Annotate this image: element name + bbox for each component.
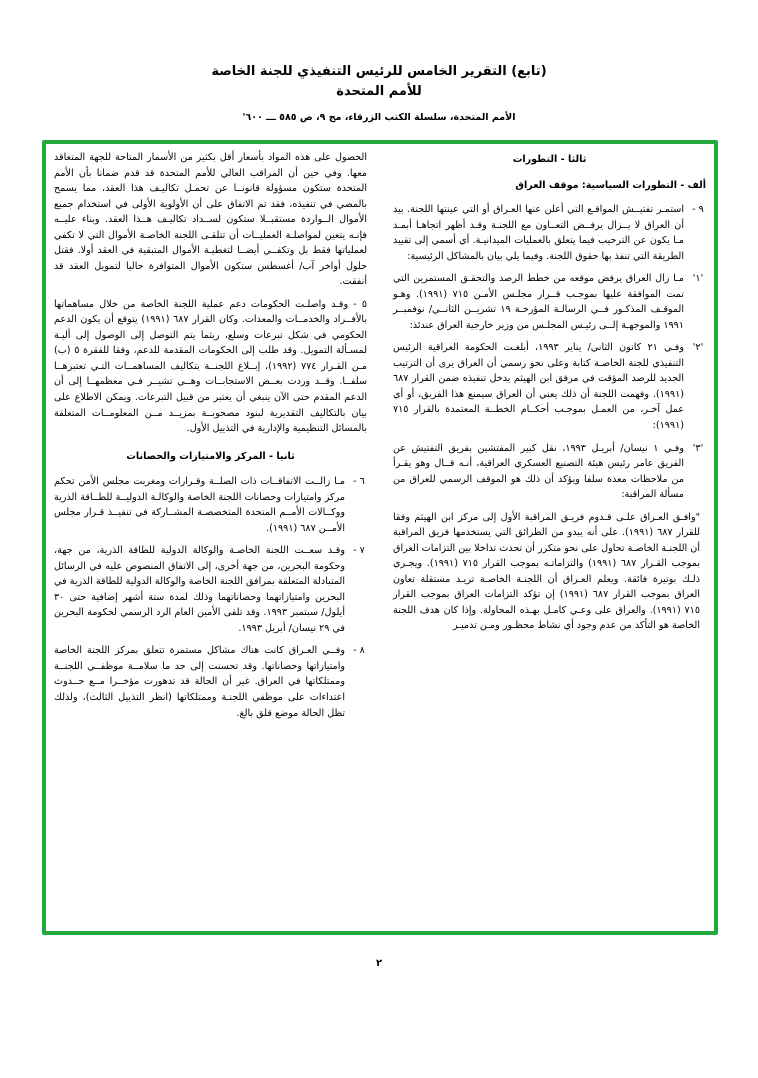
paragraph-body: وقـد سعــت اللجنة الخاصـة والوكالة الدولية للطاقة الذرية، من جهة، وحكومة البحرين، من جهة أخرى، إلى الاتفاق المنصوص عليه في الرسائل المتبادلة المتعلقة بمرافق اللجنة الخاصة والوكالة الدولية للطاقة الذرية في البحرين وامتيازاتهما وحصاناتهما وذلك لمدة ستة أشهر إضافية حتى ٣٠ أيلول/ سبتمبر ١٩٩٣. وقد تلقى الأمين العام الرد الرسمي لحكومة البحرين في ٢٩ نيسان/ أبريل ١٩٩٣.: [54, 545, 345, 634]
paragraph-marker: ٧ -: [353, 545, 365, 557]
subsection-heading: ألف - التطورات السياسية: موقف العراق: [515, 179, 706, 191]
page-header: [0, 62, 758, 125]
paragraph-item: [54, 643, 367, 721]
paragraph-item: [393, 340, 706, 433]
paragraph-body: وفـي ٢١ كانون الثاني/ يناير ١٩٩٣، أبلغـت الحكومة العراقية الرئيس التنفيذي للجنة الخاصـة كتابة وعلى نحو رسمي أن العراق يرى أن الترتيب الجديد للرصد المؤقت في مرفق ابن الهيثم يدخل تنفيذه ضمن القرار ٦٨٧ (١٩٩١). وفهمت اللجنة أن ذلك يعني أن العراق سيمنع هذا الفريق، أو أي عمل آخـر، من العمـل بموجـب أحكــام الخطــة المعتمدة بالقرار ٧١٥ (١٩٩١):: [393, 342, 685, 431]
column-left: [54, 150, 367, 926]
paragraph-body: مـا زال العراق يرفض موقعه من خطط الرصد والتحقـق المستمرين التي تمت الموافقة عليها بموجـب قــرار مجلـس الأمـن ٧١٥ (١٩٩١). وهـو الموقـف المذكـور فــي الرسالـة المؤرخـة ١٩ تشريــن الثانــي/ نوفمبــر ١٩٩١ والموجهـة إلــى رئيـس المجلـس من وزير خارجية العراق عندئذ:: [393, 273, 684, 331]
paragraph-item: [54, 543, 367, 636]
document-title: (تابع) التقرير الخامس للرئيس التنفيذي للجنة الخاصة: [211, 64, 547, 79]
paragraph-body: مـا زالــت الاتفاقــات ذات الصلــة وقـرارات ومغربت مجلس الأمن تحكم مركز وامتيازات وحصانات اللجنة الخاصة والوكالـة الدوليــة للطــاقة الذرية ووكــالات الأمــم المتحدة المتخصصـة المشــاركة في تنفيــذ قـرار مجلس الأمــن ٦٨٧ (١٩٩١).: [54, 476, 345, 534]
document-title-line2: للأمم المتحدة: [336, 84, 422, 100]
paragraph-marker: '٢': [692, 342, 704, 354]
paragraph-marker: '٣': [692, 442, 704, 454]
paragraph-marker: ٨ -: [353, 645, 365, 657]
paragraph-body: ٥ - وقـد واصلـت الحكومات دعم عملية اللجنة الخاصة من خلال مساهماتها بالأفــراد والخدمــات والمعدات. وكان القرار ٦٨٧ (١٩٩١) يتوقع أن يكون الدعم الحكومي في شكل تبرعات وسلع، ريثما يتم التوصل إلى الوصول إلى أليـة لمسـألة التمويل. وقد طلب إلى الحكومات المقدمة للدعم، وفقا للفقرة ٥ (ب) مـن القـرار ٧٧٤ (١٩٩٢)، إبــلاغ اللجنــة بتكاليف المساهمــات التـي تعتبرهــا سلفــا. وقــد وردت بعــض الاستجابــات وهــي تشيــر فـي معظمهــا إلى أن الدعم المقدم حتى الآن ينبغي أن يعتبر من قبيل التبرعات. ويمكن الاطلاع على بيان بالتكاليف التقديرية لبنود مصحوبــة بمزيــد مــن المعلومــات المتعلقة بالمسائل التنظيمية والإدارية في التذييل الأول.: [54, 298, 368, 435]
paragraph-body: الحصول على هذه المواد بأسعار أقل بكثير من الأسمار المتاحة للجهة المتعاقد معها. وفي حين أن المراقب العالي للأمم المتحدة قد قدم ضمانا بأن الأمم المتحدة ستكون مسؤولة قانونــا عن تحمـل تكاليـف هذا العقد، مما يسمح بالمضي في تنفيذه، فقد تم الاتفاق على أن الأولوية الأولى في استخدام جميع الأموال الــواردة مستقبــلا ستكون لســداد تكاليـف هــذا العقد. وبناء عليــه فإنـه يتعين لمواصلـة العمليــات أن تتلقـى اللجنة الخاصـة الأموال التي لا تكفي لعملياتها فقط بل وتكفــي أيضــا لتغطيـة الأموال المتبقية في العقد أولا. فقتل حلول أواخر آب/ أغسطس ستكون الأموال المتوافرة حاليا لتمويل العقد قد أنفقت.: [54, 152, 367, 288]
document-subtitle: الأمم المتحدة، سلسلة الكتب الزرقاء، مج ٩، ص ٥٨٥ ـــ ٦٠٠': [242, 112, 516, 124]
text-columns: [54, 150, 706, 926]
paragraph-body: وفــي العـراق كانت هناك مشاكل مستمرة تتعلق بمركز اللجنة الخاصة وامتيازاتها وحصاناتها. وقد تحسنت إلى حد ما سلامــة موظفــي اللجنــة وممتلكاتها في العراق. غير أن الحالة قد تدهورت مؤخــرا مــع حــدوث اعتداءات على موظفي اللجنـة وممتلكاتها (انظر التذييل الثالث)، ولذلك تظل الحالة موضع قلق بالغ.: [54, 645, 345, 719]
paragraph-item: [393, 271, 706, 333]
paragraph-body: وفـي ١ نيسان/ أبريـل ١٩٩٣، نقل كبير المفتشين بفريق التفتيش عن الفريق عامر رئيس هيئة التصنيع العسكري العراقية، أنـه قــال وهو يقـرأ من ملاحظات معدة سلفا ويؤكد أن ذلك هو الموقف الرسمي للعراق من مسألة المراقبة:: [393, 442, 684, 501]
paragraph-marker: ٩ -: [692, 204, 704, 216]
paragraph-body: استمـر تفتيــش المواقـع التي أعلن عنها العـراق أو التي عينتها اللجنة. بيد أن العراق لا يــزال يرفــض التعــاون مع اللجنـة وقـد أظهر اتجاهـا أبمـد مـا يكون عن الترحيب فيما يتعلق بالعمليات الميدانيـة. أي أسمي إلى تقييد الطريقة التي تنفذ بها حقوق اللجنة. وفيما يلي بيان بالمشاكل الرئيسية:: [393, 204, 684, 262]
paragraph-item: [393, 202, 706, 264]
paragraph-marker: '١': [692, 273, 704, 285]
page-number: ٢: [375, 958, 383, 969]
paragraph-marker: ٦ -: [353, 476, 365, 488]
paragraph-item: [393, 441, 706, 503]
section-heading-status: ثانيا - المركز والامتيازات والحصانات: [126, 450, 295, 462]
section-heading: ثالثا - التطورات: [512, 154, 587, 165]
quoted-statement: "وافـق العـراق علـى قـدوم فريـق المراقبة الأول إلى مركز ابن الهيثم وفقا للقرار ٦٨٧ (١٩٩١). على أنه يبدو من الطرائق التي يستخدمها فريق المراقبة أن اللجنـة الخاصـة تحاول على نحو متكرر أن تحدث تداخلا بين التزامات العراق بموجب القـرار ٦٨٧ (١٩٩١) والتزاماتـه بموجب القرار ٧١٥ (١٩٩١). ويجـري ذلـك بوتيرة فائقة. ويعلم العـراق أن اللجنـة الخاصـة تريـد مستقلة تعاون العراق بموجب القرار ٦٨٧ (١٩٩١) إن تؤكد التزامات العراق بموجب القرار ٧١٥ (١٩٩١). والعراق على وعـي كامـل بهـذه المحاولة. وإذا كان هدف اللجنة الخاصة هو التأكد من عدم وجود أي نشاط محظـور ومـن تدميـر: [393, 511, 701, 632]
paragraph-item: [54, 474, 367, 536]
column-right: [393, 150, 706, 926]
